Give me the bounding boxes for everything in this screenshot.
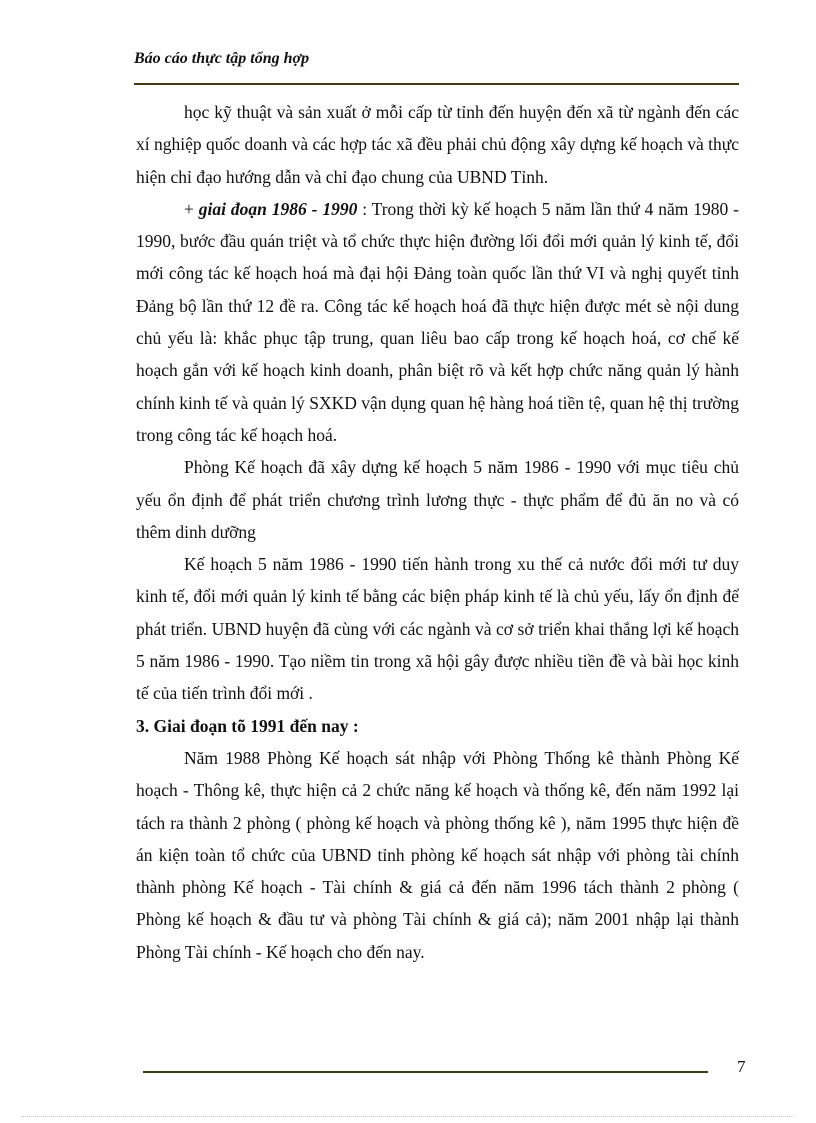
paragraph-3: Phòng Kế hoạch đã xây dựng kế hoạch 5 năm 1986 - 1990 với mục tiêu chủ yếu ổn định để phát triển chương trình lương thực - thực phẩm để đủ ăn no và có thêm dinh dưỡng	[136, 457, 739, 542]
stage-label: giai đoạn 1986 - 1990	[198, 198, 358, 219]
running-header-title: Báo cáo thực tập tổng hợp	[134, 50, 310, 67]
paragraph-1: học kỹ thuật và sản xuất ở mỗi cấp từ tỉnh đến huyện đến xã từ ngành đến các xí nghiệp quốc doanh và các hợp tác xã đều phải chủ động xây dựng kế hoạch và thực hiện chỉ đạo hướng dẫn và chỉ đạo chung của UBND Tỉnh.	[136, 102, 739, 187]
section-heading: 3. Giai đoạn tõ 1991 đến nay :	[136, 715, 359, 736]
paragraph-5: Năm 1988 Phòng Kế hoạch sát nhập với Phòng Thống kê thành Phòng Kế hoạch - Thông kê, thực hiện cả 2 chức năng kế hoạch và thống kê, đến năm 1992 lại tách ra thành 2 phòng ( phòng kế hoạch và phòng thống kê ), năm 1995 thực hiện đề án kiện toàn tổ chức của UBND tỉnh phòng kế hoạch sát nhập với phòng tài chính thành phòng Kế hoạch - Tài chính & giá cả đến năm 1996 tách thành 2 phòng ( Phòng kế hoạch & đầu tư và phòng Tài chính & giá cả); năm 2001 nhập lại thành Phòng Tài chính - Kế hoạch cho đến nay.	[136, 747, 739, 962]
page-number: 7	[737, 1057, 746, 1076]
paragraph-2	[136, 193, 739, 451]
paragraph-2-prefix: +	[184, 198, 199, 219]
footer-divider	[143, 1071, 708, 1073]
paragraph-2-text: : Trong thời kỳ kế hoạch 5 năm lần thứ 4 năm 1980 - 1990, bước đầu quán triệt và tổ chức thực hiện đường lối đổi mới quản lý kinh tế, đổi mới công tác kế hoạch hoá mà đại hội Đảng toàn quốc lần thứ VI và nghị quyết tỉnh Đảng bộ lần thứ 12 đề ra. Công tác kế hoạch hoá đã thực hiện được mét sè nội dung chủ yếu là: khắc phục tập trung, quan liêu bao cấp trong kế hoạch hoá, cơ chế kế hoạch gắn với kế hoạch kinh doanh, phân biệt rõ và kết hợp chức năng quản lý hành chính kinh tế và quản lý SXKD vận dụng quan hệ hàng hoá tiền tệ, quan hệ thị trường trong công tác kế hoạch hoá.	[136, 198, 739, 445]
paragraph-4: Kế hoạch 5 năm 1986 - 1990 tiến hành trong xu thế cả nước đổi mới tư duy kinh tế, đổi mới quản lý kinh tế bằng các biện pháp kinh tế là chủ yếu, lấy ổn định để phát triển. UBND huyện đã cùng với các ngành và cơ sở triển khai thắng lợi kế hoạch 5 năm 1986 - 1990. Tạo niềm tin trong xã hội gây được nhiều tiền đề và bài học kinh tế của tiến trình đổi mới .	[136, 554, 739, 704]
page-bottom-border	[22, 1116, 794, 1117]
header-divider	[134, 83, 739, 85]
page-body	[136, 96, 739, 968]
